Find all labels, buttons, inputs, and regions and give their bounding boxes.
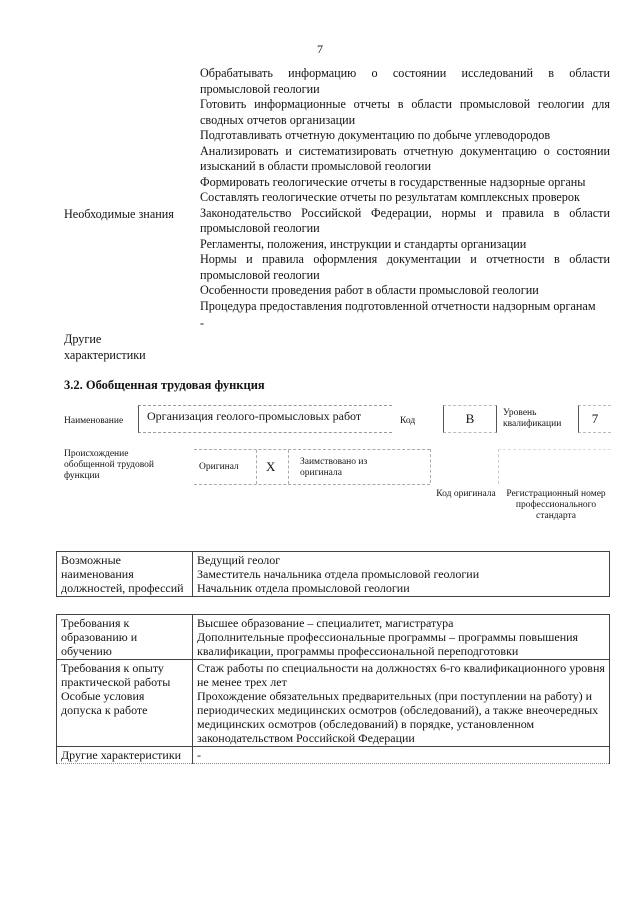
- origin-code-box: [430, 449, 431, 483]
- original-label: Оригинал: [199, 462, 239, 472]
- code-label: Код: [400, 416, 416, 426]
- table-row: [57, 615, 610, 660]
- position-item: Заместитель начальника отдела промысловой геологии: [197, 567, 480, 581]
- table-row: [57, 660, 610, 747]
- level-value: 7: [591, 411, 599, 426]
- name-value: Организация геолого-промысловых работ: [147, 409, 362, 423]
- list-item: Регламенты, положения, инструкции и стандарты организации: [200, 236, 527, 251]
- positions-table: [56, 551, 610, 597]
- education-item: Дополнительные профессиональные программы – программы повышения квалификации, программы профессиональной переподготовки: [197, 630, 579, 658]
- requirements-table: [56, 614, 610, 764]
- list-item: Подготавливать отчетную документацию по добыче углеводородов: [200, 128, 551, 142]
- other-characteristics-value: -: [200, 316, 205, 330]
- code-field: [443, 405, 497, 433]
- list-item: Обрабатывать информацию о состоянии исследований в области промысловой геологии: [200, 66, 610, 96]
- code-value: B: [465, 411, 475, 426]
- list-item: Особенности проведения работ в области промысловой геологии: [200, 283, 539, 297]
- position-item: Ведущий геолог: [197, 553, 281, 567]
- knowledge-label: Необходимые знания: [64, 207, 174, 221]
- experience-admission-labels: [57, 660, 193, 747]
- education-values: [193, 615, 610, 660]
- experience-admission-values: [193, 660, 610, 747]
- other-label: Другие характеристики: [57, 747, 193, 764]
- name-label: Наименование: [64, 416, 124, 426]
- list-item: Готовить информационные отчеты в области промысловой геологии для сводных отчетов организации: [200, 97, 610, 127]
- positions-values: [193, 552, 610, 597]
- borrowed-label: Заимствовано из оригинала: [300, 457, 368, 478]
- origin-code-label: Код оригинала: [436, 489, 496, 499]
- admission-value: Прохождение обязательных предварительных (при поступлении на работу) и периодических медицинских осмотров (обследований), а также внеочередных медицинских осмотров (обследований) в порядке, установленном законодательством Российской Федерации: [197, 689, 599, 745]
- education-label: Требования к образованию и обучению: [57, 615, 193, 660]
- other-characteristics-label: Другие характеристики: [64, 332, 146, 362]
- reg-number-label: Регистрационный номер профессионального стандарта: [506, 489, 606, 521]
- list-item: Составлять геологические отчеты по результатам комплексных проверок: [200, 190, 580, 204]
- education-item: Высшее образование – специалитет, магистратура: [197, 616, 454, 630]
- level-field: [578, 405, 611, 433]
- list-item: Процедура предоставления подготовленной отчетности надзорным органам: [200, 298, 596, 313]
- table-row: [57, 747, 610, 764]
- page-number: 7: [317, 42, 323, 56]
- original-mark: X: [266, 459, 276, 474]
- list-item: Анализировать и систематизировать отчетную документацию о состоянии изысканий в области промысловой геологии: [200, 143, 610, 173]
- other-value: -: [193, 747, 610, 764]
- reg-number-box: [498, 449, 611, 484]
- list-item: Законодательство Российской Федерации, нормы и правила в области промысловой геологии: [200, 205, 610, 235]
- list-item: Формировать геологические отчеты в государственные надзорные органы: [200, 174, 586, 189]
- section-title: 3.2. Обобщенная трудовая функция: [64, 378, 265, 392]
- position-item: Начальник отдела промысловой геологии: [197, 581, 410, 595]
- experience-label: Требования к опыту практической работы: [61, 661, 171, 689]
- labor-actions-list: [200, 66, 610, 332]
- experience-value: Стаж работы по специальности на должностях 6-го квалификационного уровня не менее трех лет: [197, 661, 605, 689]
- admission-label: Особые условия допуска к работе: [61, 689, 148, 717]
- table-row: [57, 552, 610, 597]
- name-field: [138, 405, 392, 433]
- list-item: Нормы и правила оформления документации и отчетности в области промысловой геологии: [200, 252, 610, 282]
- origin-label: Происхождение обобщенной трудовой функции: [64, 449, 154, 481]
- positions-label: Возможные наименования должностей, профессий: [57, 552, 193, 597]
- level-label: Уровень квалификации: [503, 408, 562, 429]
